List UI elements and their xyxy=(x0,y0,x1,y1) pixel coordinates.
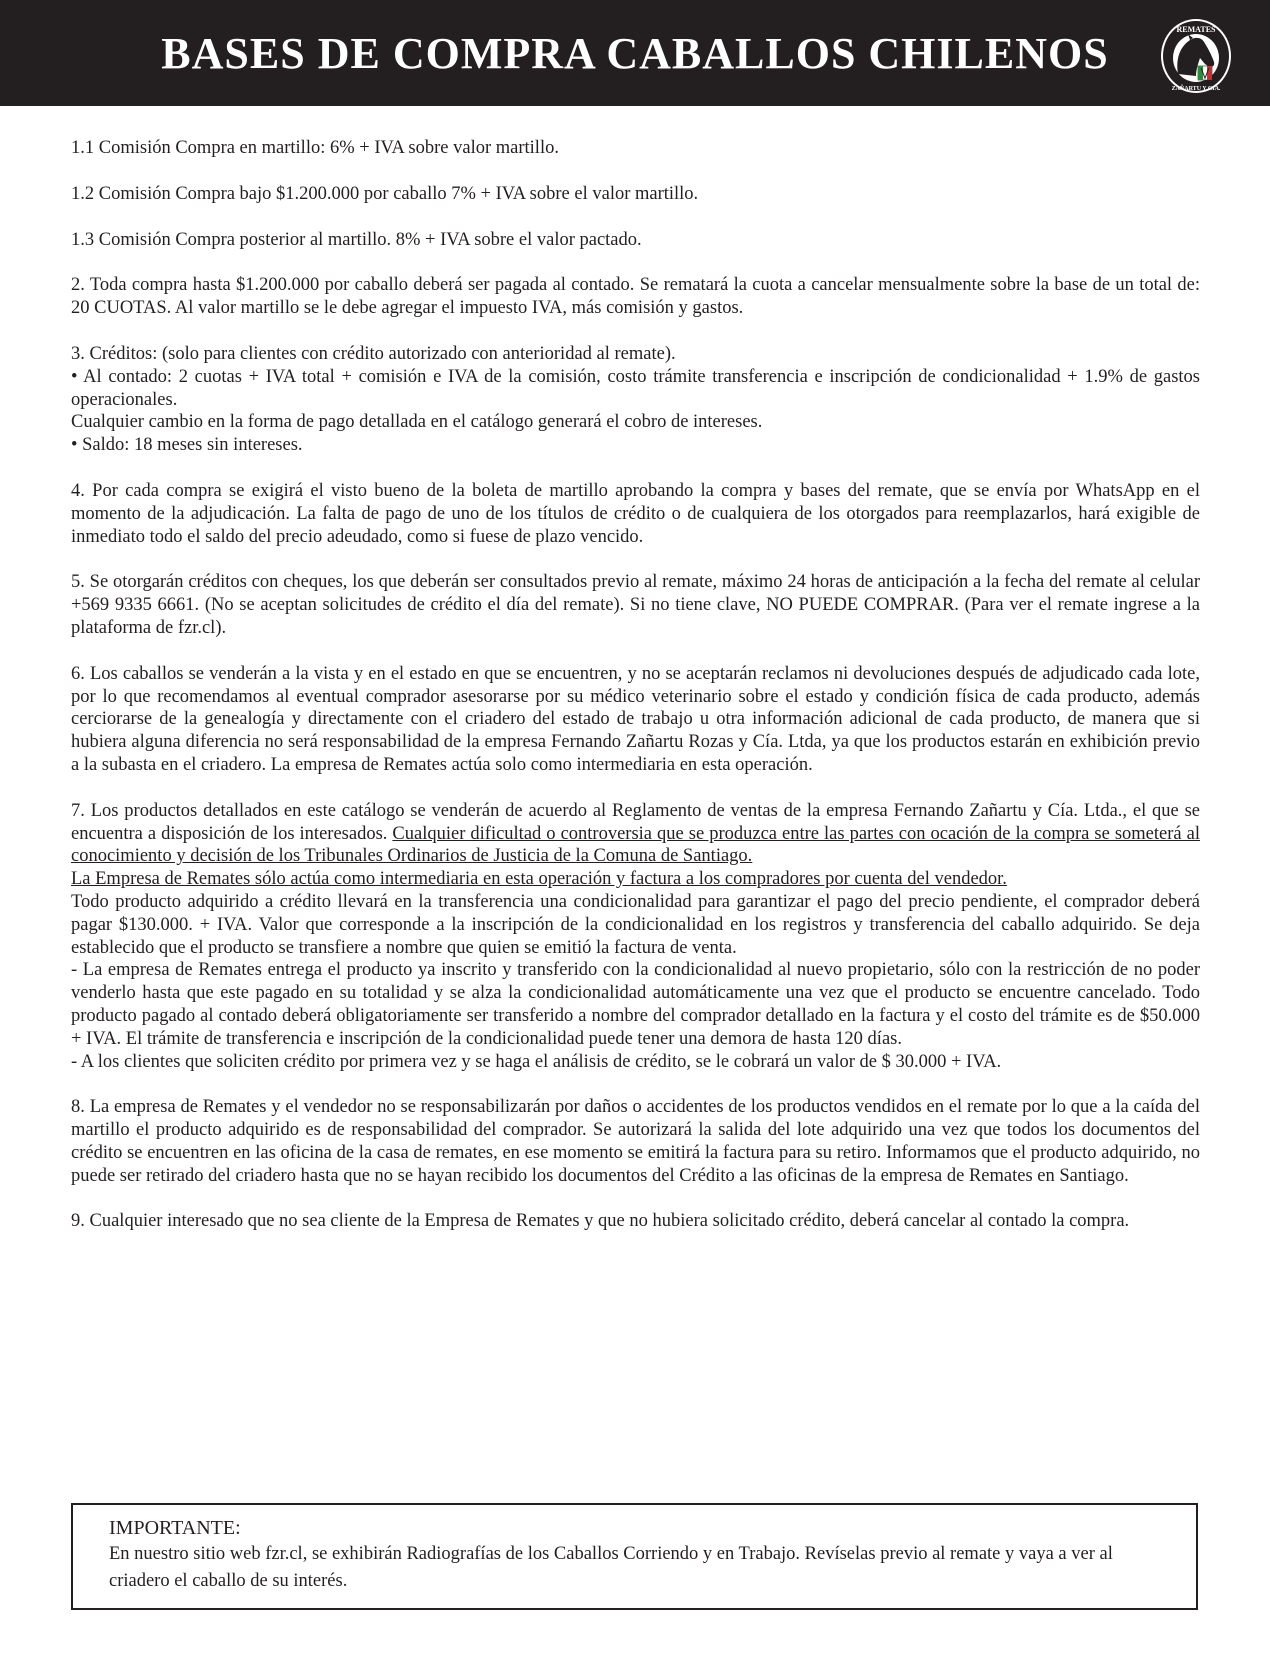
clause-7-intermediary: La Empresa de Remates sólo actúa como intermediaria en esta operación y factura a los compradores por cuenta del vendedor. xyxy=(71,869,1007,890)
clause-1-1: 1.1 Comisión Compra en martillo: 6% + IVA sobre valor martillo. xyxy=(71,138,559,158)
clause-7-delivery: - La empresa de Remates entrega el producto ya inscrito y transferido con la condicionalidad al nuevo propietario, sólo con la restricción de no poder venderlo hasta que este pagado en su totalidad y se alza la condicionalidad automáticamente una vez que el producto se encuentre cancelado. Todo producto pagado al contado deberá obligatoriamente ser transferido a nombre del comprador detallado en la factura y el costo del trámite es de $50.000 + IVA. El trámite de transferencia e inscripción de la condicionalidad puede tener una demora de hasta 120 días. xyxy=(71,960,1200,1049)
clause-3-intro: 3. Créditos: (solo para clientes con crédito autorizado con anterioridad al remate). xyxy=(71,343,676,364)
clause-7-credit-analysis: - A los clientes que soliciten crédito por primera vez y se haga el análisis de crédito, se le cobrará un valor de $ 30.000 + IVA. xyxy=(71,1051,1002,1072)
important-notice-box xyxy=(71,1503,1198,1610)
clause-7-jurisdiction: Cualquier dificultad o controversia que se produzca entre las partes con ocación de la compra se someterá al conocimiento y decisión de los Tribunales Ordinarios de Justicia de la Comuna de Santiago. xyxy=(71,823,1200,867)
page-title: BASES DE COMPRA CABALLOS CHILENOS xyxy=(161,29,1109,78)
clause-3-note: Cualquier cambio en la forma de pago detallada en el catálogo generará el cobro de intereses. xyxy=(71,412,763,433)
clause-7-intro: 7. Los productos detallados en este catálogo se venderán de acuerdo al Reglamento de ventas de la empresa Fernando Zañartu y Cía. Ltda., el que se encuentra a disposición de los interesados. xyxy=(71,800,1200,844)
clause-3-bullet-contado: • Al contado: 2 cuotas + IVA total + comisión e IVA de la comisión, costo trámite transferencia e inscripción de condicionalidad + 1.9% de gastos operacionales. xyxy=(71,366,1200,410)
important-notice-content xyxy=(109,1515,1169,1595)
clause-8: 8. La empresa de Remates y el vendedor no se responsabilizarán por daños o accidentes de los productos vendidos en el remate por lo que a la caída del martillo el producto adquirido es de responsabilidad del comprador. Se autorizará la salida del lote adquirido una vez que todos los documentos del crédito se encuentren en las oficina de la casa de remates, en ese momento se emitirá la factura para su retiro. Informamos que el producto adquirido, no puede ser retirado del criadero hasta que no se hayan recibido los documentos del Crédito a las oficinas de la empresa de Remates en Santiago. xyxy=(71,1097,1200,1186)
clause-9: 9. Cualquier interesado que no sea cliente de la Empresa de Remates y que no hubiera solicitado crédito, deberá cancelar al contado la compra. xyxy=(71,1211,1130,1232)
terms-content xyxy=(71,137,1200,1256)
clause-4: 4. Por cada compra se exigirá el visto bueno de la boleta de martillo aprobando la compra y bases del remate, que se envía por WhatsApp en el momento de la adjudicación. La falta de pago de uno de los títulos de crédito o de cualquiera de los otorgados para reemplazarlos, hará exigible de inmediato todo el saldo del precio adeudado, como si fuese de plazo vencido. xyxy=(71,480,1200,547)
clause-3 xyxy=(71,343,1200,457)
remates-zanartu-logo-icon xyxy=(1160,18,1232,94)
logo-top-text: REMATES xyxy=(1176,25,1216,34)
clause-7-credit-condition: Todo producto adquirido a crédito llevará en la transferencia una condicionalidad para garantizar el pago del precio pendiente, el comprador deberá pagar $130.000. + IVA. Valor que corresponde a la inscripción de la condicionalidad en los registros y transferencia del caballo adquirido. Se deja establecido que el producto se transfiere a nombre que quien se emitió la factura de venta. xyxy=(71,891,1200,958)
clause-7 xyxy=(71,800,1200,1074)
clause-3-bullet-saldo: • Saldo: 18 meses sin intereses. xyxy=(71,435,303,456)
clause-1-2: 1.2 Comisión Compra bajo $1.200.000 por caballo 7% + IVA sobre el valor martillo. xyxy=(71,183,699,204)
important-body: En nuestro sitio web fzr.cl, se exhibirán Radiografías de los Caballos Corriendo y en Trabajo. Revíselas previo al remate y vaya a ver al criadero el caballo de su interés. xyxy=(109,1544,1113,1591)
important-title: IMPORTANTE: xyxy=(109,1517,241,1539)
clause-1-3: 1.3 Comisión Compra posterior al martillo. 8% + IVA sobre el valor pactado. xyxy=(71,229,642,250)
clause-6: 6. Los caballos se venderán a la vista y en el estado en que se encuentren, y no se aceptarán reclamos ni devoluciones después de adjudicado cada lote, por lo que recomendamos al eventual comprador asesorarse por su médico veterinario sobre el estado y condición física de cada producto, además cerciorarse de la genealogía y directamente con el criadero del estado de trabajo u otra información adicional de cada producto, de manera que si hubiera alguna diferencia no será responsabilidad de la empresa Fernando Zañartu Rozas y Cía. Ltda, ya que los productos estarán en exhibición previo a la subasta en el criadero. La empresa de Remates actúa solo como intermediaria en esta operación. xyxy=(71,663,1200,775)
logo-bottom-text: ZAÑARTU Y CIA. xyxy=(1171,86,1221,92)
clause-5: 5. Se otorgarán créditos con cheques, los que deberán ser consultados previo al remate, máximo 24 horas de anticipación a la fecha del remate al celular +569 9335 6661. (No se aceptan solicitudes de crédito el día del remate). Si no tiene clave, NO PUEDE COMPRAR. (Para ver el remate ingrese a la plataforma de fzr.cl). xyxy=(71,572,1200,638)
page-header xyxy=(0,0,1270,106)
clause-2: 2. Toda compra hasta $1.200.000 por caballo deberá ser pagada al contado. Se rematará la cuota a cancelar mensualmente sobre la base de un total de: 20 CUOTAS. Al valor martillo se le debe agregar el impuesto IVA, más comisión y gastos. xyxy=(71,275,1200,319)
